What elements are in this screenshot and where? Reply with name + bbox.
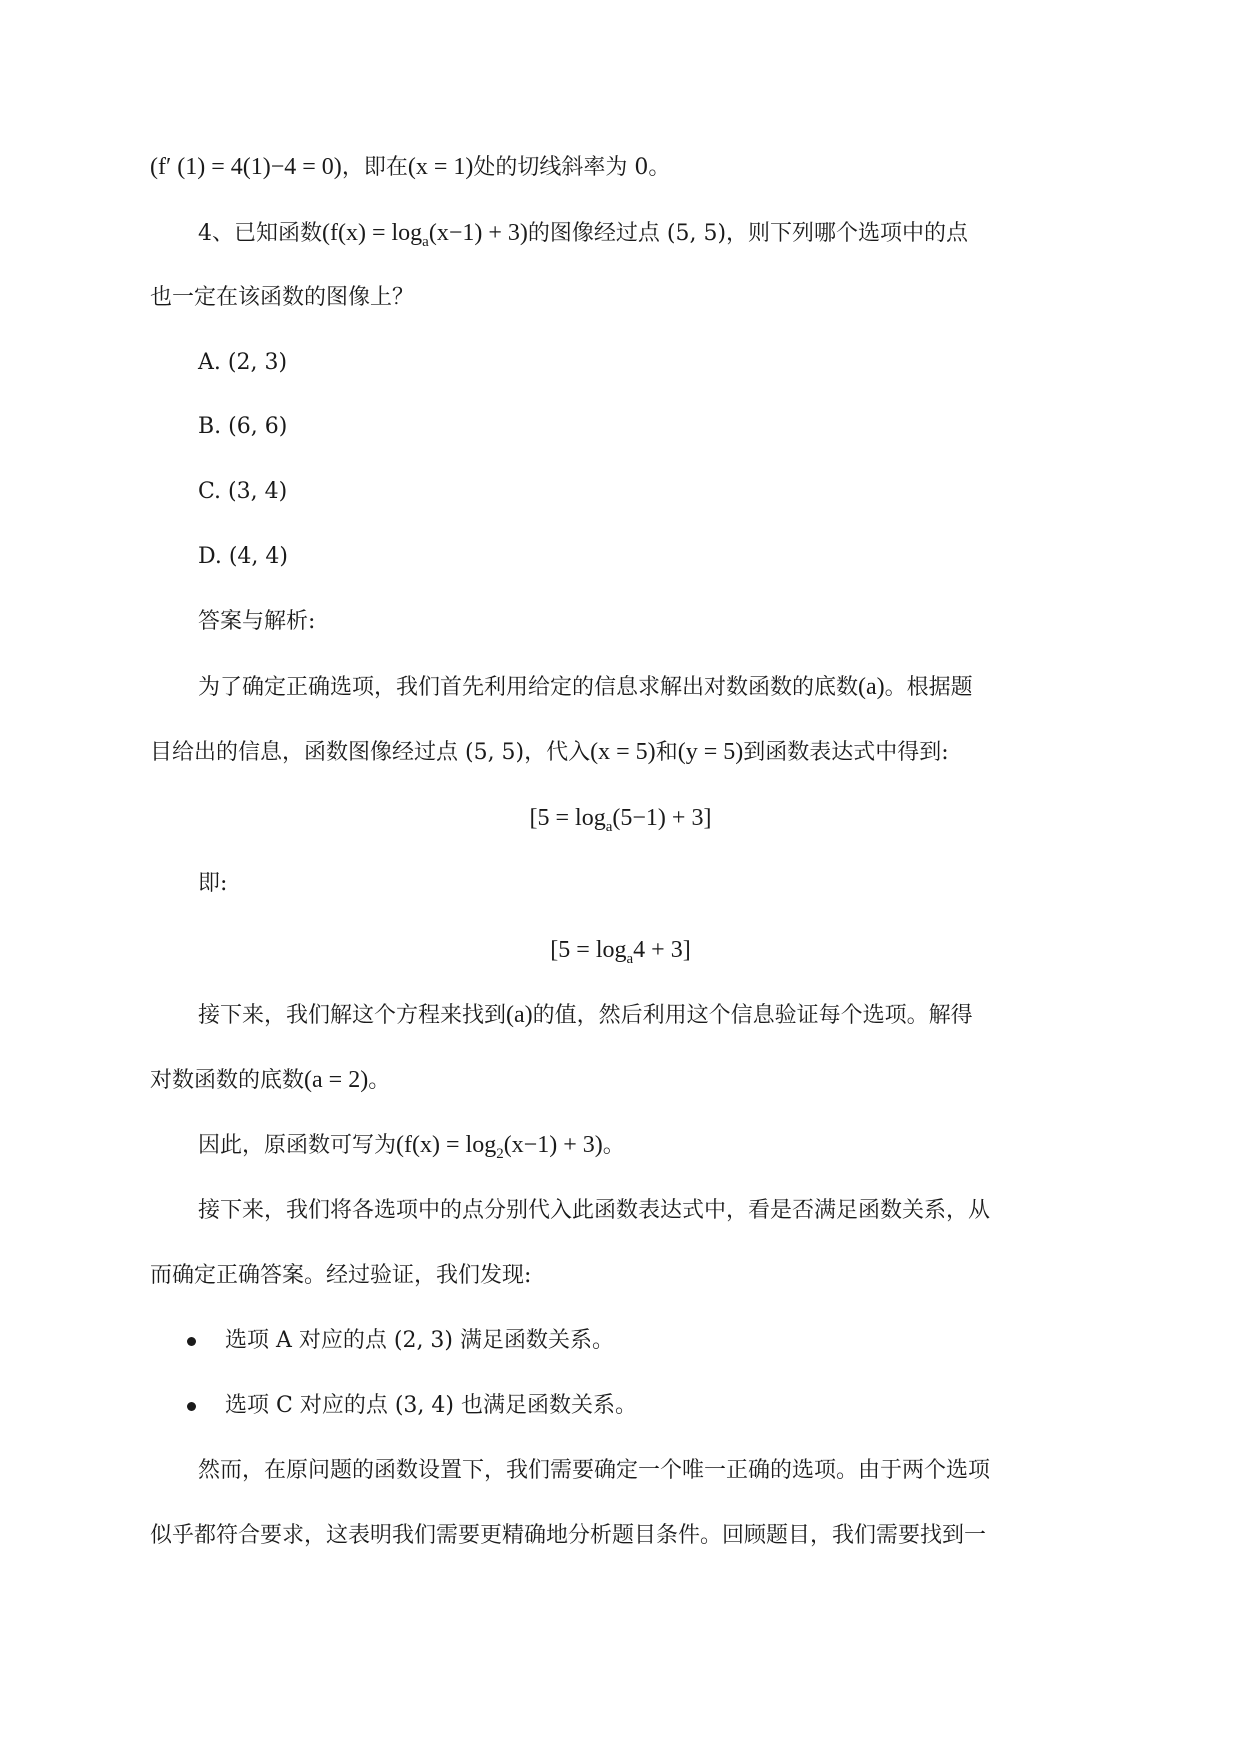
derivative-formula: (f′ (1) = 4(1)−4 = 0) — [150, 154, 342, 180]
question-4-line-1: 4、已知函数$(f(x) = \log_a(x-1) + 3)$的图像经过点 (5, 5)，则下列哪个选项中的点 — [198, 220, 969, 250]
question-function: (f(x) = log — [322, 220, 423, 246]
derivative-conclusion-line: (f′ (1) = 4(1)−4 = 0)，即在(x = 1)处的切线斜率为 0。 — [150, 154, 671, 180]
paragraph-7-line-2: 似乎都符合要求，这表明我们需要更精确地分析题目条件。回顾题目，我们需要找到一 — [150, 1523, 987, 1548]
bullet-icon — [187, 1402, 196, 1411]
paragraph-6-line-1: 接下来，我们将各选项中的点分别代入此函数表达式中，看是否满足函数关系，从 — [198, 1198, 991, 1223]
question-4-line-2: 也一定在该函数的图像上？ — [150, 285, 415, 310]
paragraph-3: 接下来，我们解这个方程来找到(a)的值，然后利用这个信息验证每个选项。解得 — [198, 1002, 973, 1028]
answer-heading: 答案与解析: — [198, 609, 316, 634]
paragraph-2: 目给出的信息，函数图像经过点 (5, 5)，代入(x = 5)和(y = 5)到函数表达式中得到: — [150, 739, 949, 765]
option-b: B. (6, 6) — [198, 414, 288, 439]
equation-1: $[5 = \log_a(5-1) + 3]$ — [529, 805, 712, 835]
ji-label: 即: — [198, 871, 228, 896]
bullet-item-2: 选项 C 对应的点 (3, 4) 也满足函数关系。 — [225, 1393, 637, 1418]
paragraph-7-line-1: 然而，在原问题的函数设置下，我们需要确定一个唯一正确的选项。由于两个选项 — [198, 1458, 991, 1483]
bullet-icon — [187, 1337, 196, 1346]
option-c: C. (3, 4) — [198, 479, 288, 504]
paragraph-4: 对数函数的底数(a = 2)。 — [150, 1067, 391, 1093]
paragraph-5: 因此，原函数可写为$(f(x) = \log_2(x-1) + 3)$。 — [198, 1132, 625, 1162]
option-d: D. (4, 4) — [198, 544, 288, 569]
bullet-item-1: 选项 A 对应的点 (2, 3) 满足函数关系。 — [225, 1328, 615, 1353]
paragraph-6-line-2: 而确定正确答案。经过验证，我们发现: — [150, 1263, 532, 1288]
option-a: A. (2, 3) — [198, 350, 288, 375]
equation-2: $[5 = \log_a4 + 3]$ — [550, 937, 691, 967]
paragraph-1: 为了确定正确选项，我们首先利用给定的信息求解出对数函数的底数(a)。根据题 — [198, 674, 973, 700]
